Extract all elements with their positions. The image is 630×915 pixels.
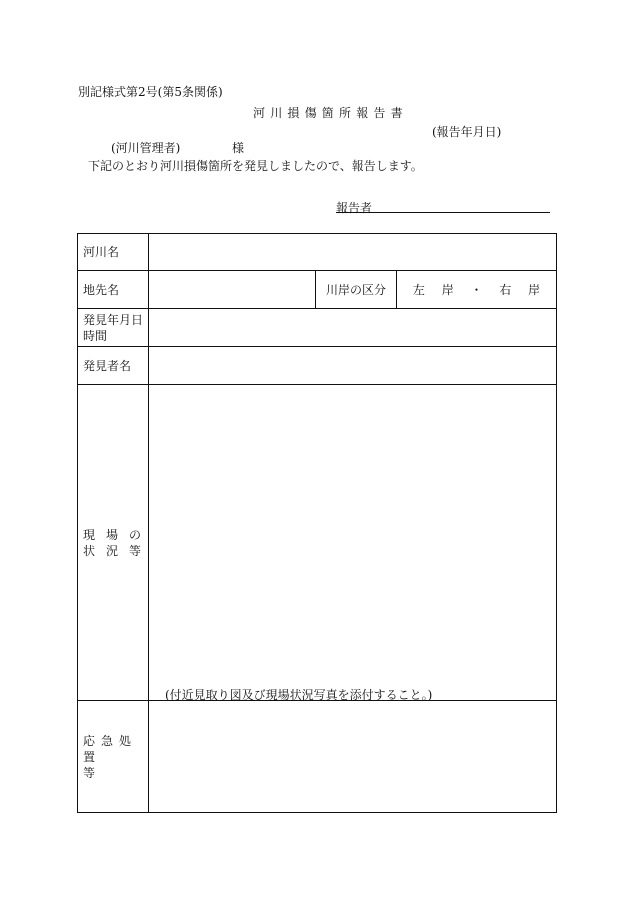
emergency-label-line2: 等 [83, 765, 96, 780]
document-title: 河川損傷箇所報告書 [253, 106, 408, 120]
situation-char-5: 況 [105, 543, 118, 558]
row-found-date [78, 309, 557, 347]
row-situation [78, 385, 557, 701]
found-date-label [78, 309, 149, 347]
situation-char-6: 等 [128, 543, 141, 558]
photo-attachment-note: (付近見取り図及び現場状況写真を添付すること。) [165, 688, 433, 702]
reporter-label: 報告者 [336, 201, 373, 215]
honorific: 様 [232, 141, 245, 155]
row-emergency [78, 701, 557, 813]
found-date-label-line2: 時間 [83, 328, 108, 343]
report-table [77, 233, 557, 813]
found-date-label-line1: 発見年月日 [83, 312, 144, 327]
body-text: 下記のとおり河川損傷箇所を発見しましたので、報告します。 [88, 159, 423, 173]
row-river-name [78, 234, 557, 271]
found-date-field[interactable] [149, 309, 557, 347]
situation-char-2: 場 [105, 527, 118, 542]
situation-char-4: 状 [83, 543, 96, 558]
row-finder [78, 347, 557, 385]
situation-label-line1 [83, 527, 141, 543]
locality-field[interactable] [149, 271, 316, 309]
row-locality [78, 271, 557, 309]
emergency-field[interactable] [149, 701, 557, 813]
emergency-label-line1: 応急処置 [83, 733, 138, 764]
form-number: 別記様式第2号(第5条関係) [78, 85, 223, 99]
situation-char-1: 現 [83, 527, 96, 542]
river-name-field[interactable] [149, 234, 557, 271]
finder-field[interactable] [149, 347, 557, 385]
bank-label: 川岸の区分 [316, 271, 397, 309]
emergency-label [78, 701, 149, 813]
locality-label: 地先名 [78, 271, 149, 309]
situation-field[interactable] [149, 385, 557, 701]
bank-options[interactable]: 左 岸 ・ 右 岸 [397, 271, 557, 309]
reporter-signature-line [336, 212, 550, 213]
river-name-label: 河川名 [78, 234, 149, 271]
report-date-label: (報告年月日) [432, 125, 502, 139]
situation-label-line2 [83, 543, 141, 559]
addressee-label: (河川管理者) [111, 141, 181, 155]
situation-label [78, 385, 149, 701]
situation-char-3: の [128, 527, 141, 542]
finder-label: 発見者名 [78, 347, 149, 385]
